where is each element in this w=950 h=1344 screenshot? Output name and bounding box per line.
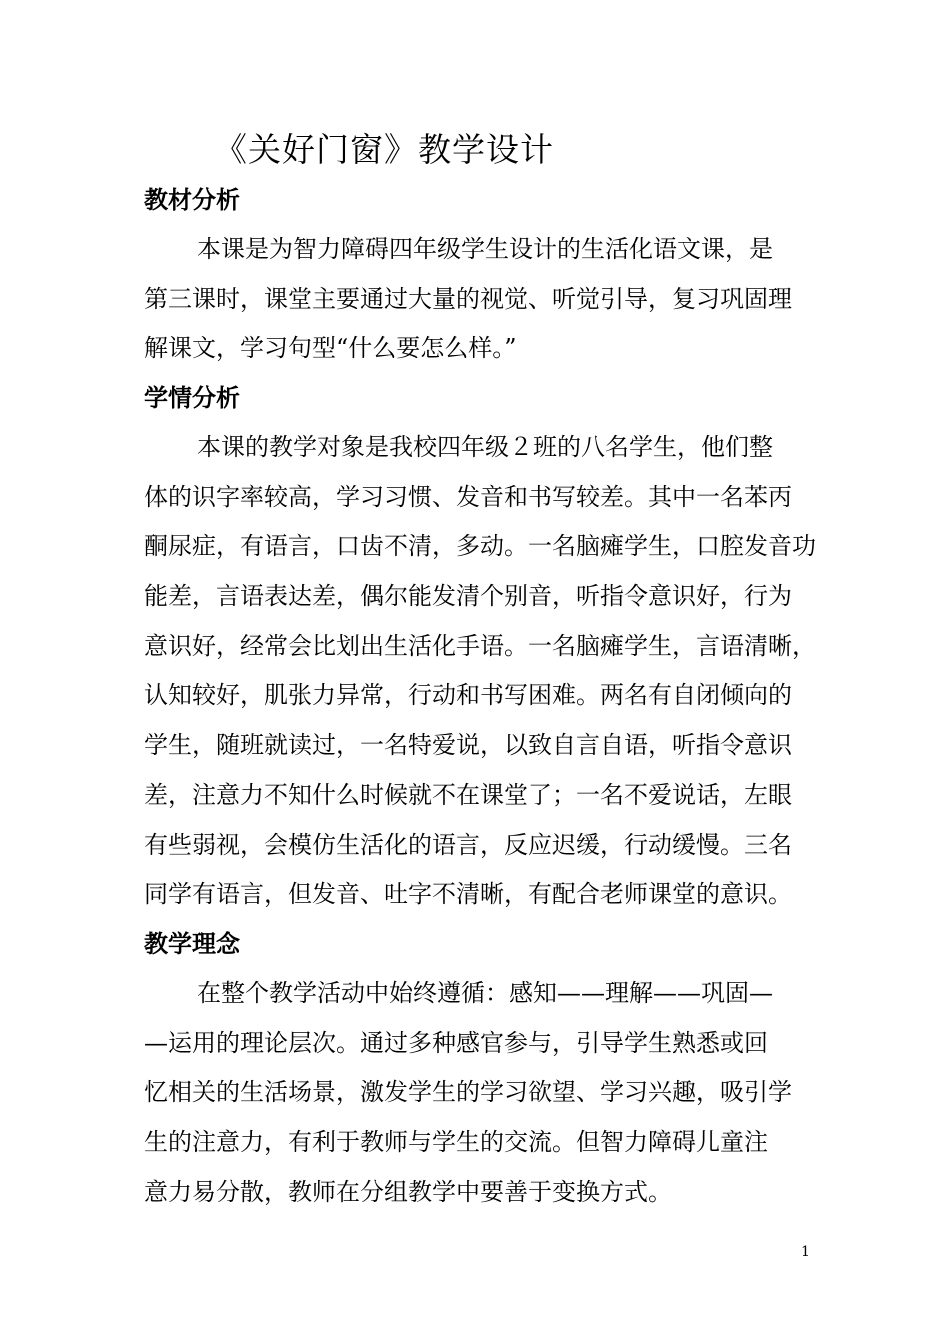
section-heading-student-analysis: 学情分析 [144, 384, 240, 412]
paragraph-line: —运用的理论层次。通过多种感官参与，引导学生熟悉或回 [144, 1028, 768, 1057]
paragraph-line: 意识好，经常会比划出生活化手语。一名脑瘫学生，言语清晰， [144, 631, 816, 660]
paragraph-line: 本课是为智力障碍四年级学生设计的生活化语文课，是 [197, 235, 773, 263]
paragraph-student-analysis [144, 423, 824, 920]
paragraph-line: 酮尿症，有语言，口齿不清，多动。一名脑瘫学生，口腔发音功 [144, 532, 816, 561]
paragraph-line: 认知较好，肌张力异常，行动和书写困难。两名有自闭倾向的 [144, 681, 792, 710]
document-title: 《关好门窗》教学设计 [214, 130, 554, 169]
paragraph-line: 忆相关的生活场景，激发学生的学习欲望、学习兴趣，吸引学 [144, 1078, 792, 1107]
paragraph-line: 解课文，学习句型“什么要怎么样。” [144, 334, 517, 363]
paragraph-line: 第三课时，课堂主要通过大量的视觉、听觉引导，复习巩固理 [144, 284, 792, 313]
paragraph-line: 差，注意力不知什么时候就不在课堂了；一名不爱说话，左眼 [144, 780, 792, 809]
paragraph-line: 同学有语言，但发音、吐字不清晰，有配合老师课堂的意识。 [144, 880, 792, 909]
paragraph-line: 在整个教学活动中始终遵循：感知——理解——巩固— [197, 979, 773, 1007]
paragraph-line: 学生，随班就读过，一名特爱说，以致自言自语，听指令意识 [144, 731, 792, 760]
paragraph-textbook-analysis [144, 225, 824, 374]
section-heading-textbook-analysis: 教材分析 [144, 186, 240, 214]
paragraph-line: 体的识字率较高，学习习惯、发音和书写较差。其中一名苯丙 [144, 482, 792, 511]
paragraph-line: 本课的教学对象是我校四年级２班的八名学生，他们整 [197, 433, 773, 461]
paragraph-line: 生的注意力，有利于教师与学生的交流。但智力障碍儿童注 [144, 1128, 768, 1157]
section-heading-teaching-philosophy: 教学理念 [144, 930, 240, 958]
paragraph-teaching-philosophy [144, 969, 824, 1217]
paragraph-line: 意力易分散，教师在分组教学中要善于变换方式。 [144, 1177, 672, 1206]
paragraph-line: 有些弱视，会模仿生活化的语言，反应迟缓，行动缓慢。三名 [144, 830, 792, 859]
page-number: 1 [801, 1244, 810, 1260]
paragraph-line: 能差，言语表达差，偶尔能发清个别音，听指令意识好，行为 [144, 582, 792, 611]
